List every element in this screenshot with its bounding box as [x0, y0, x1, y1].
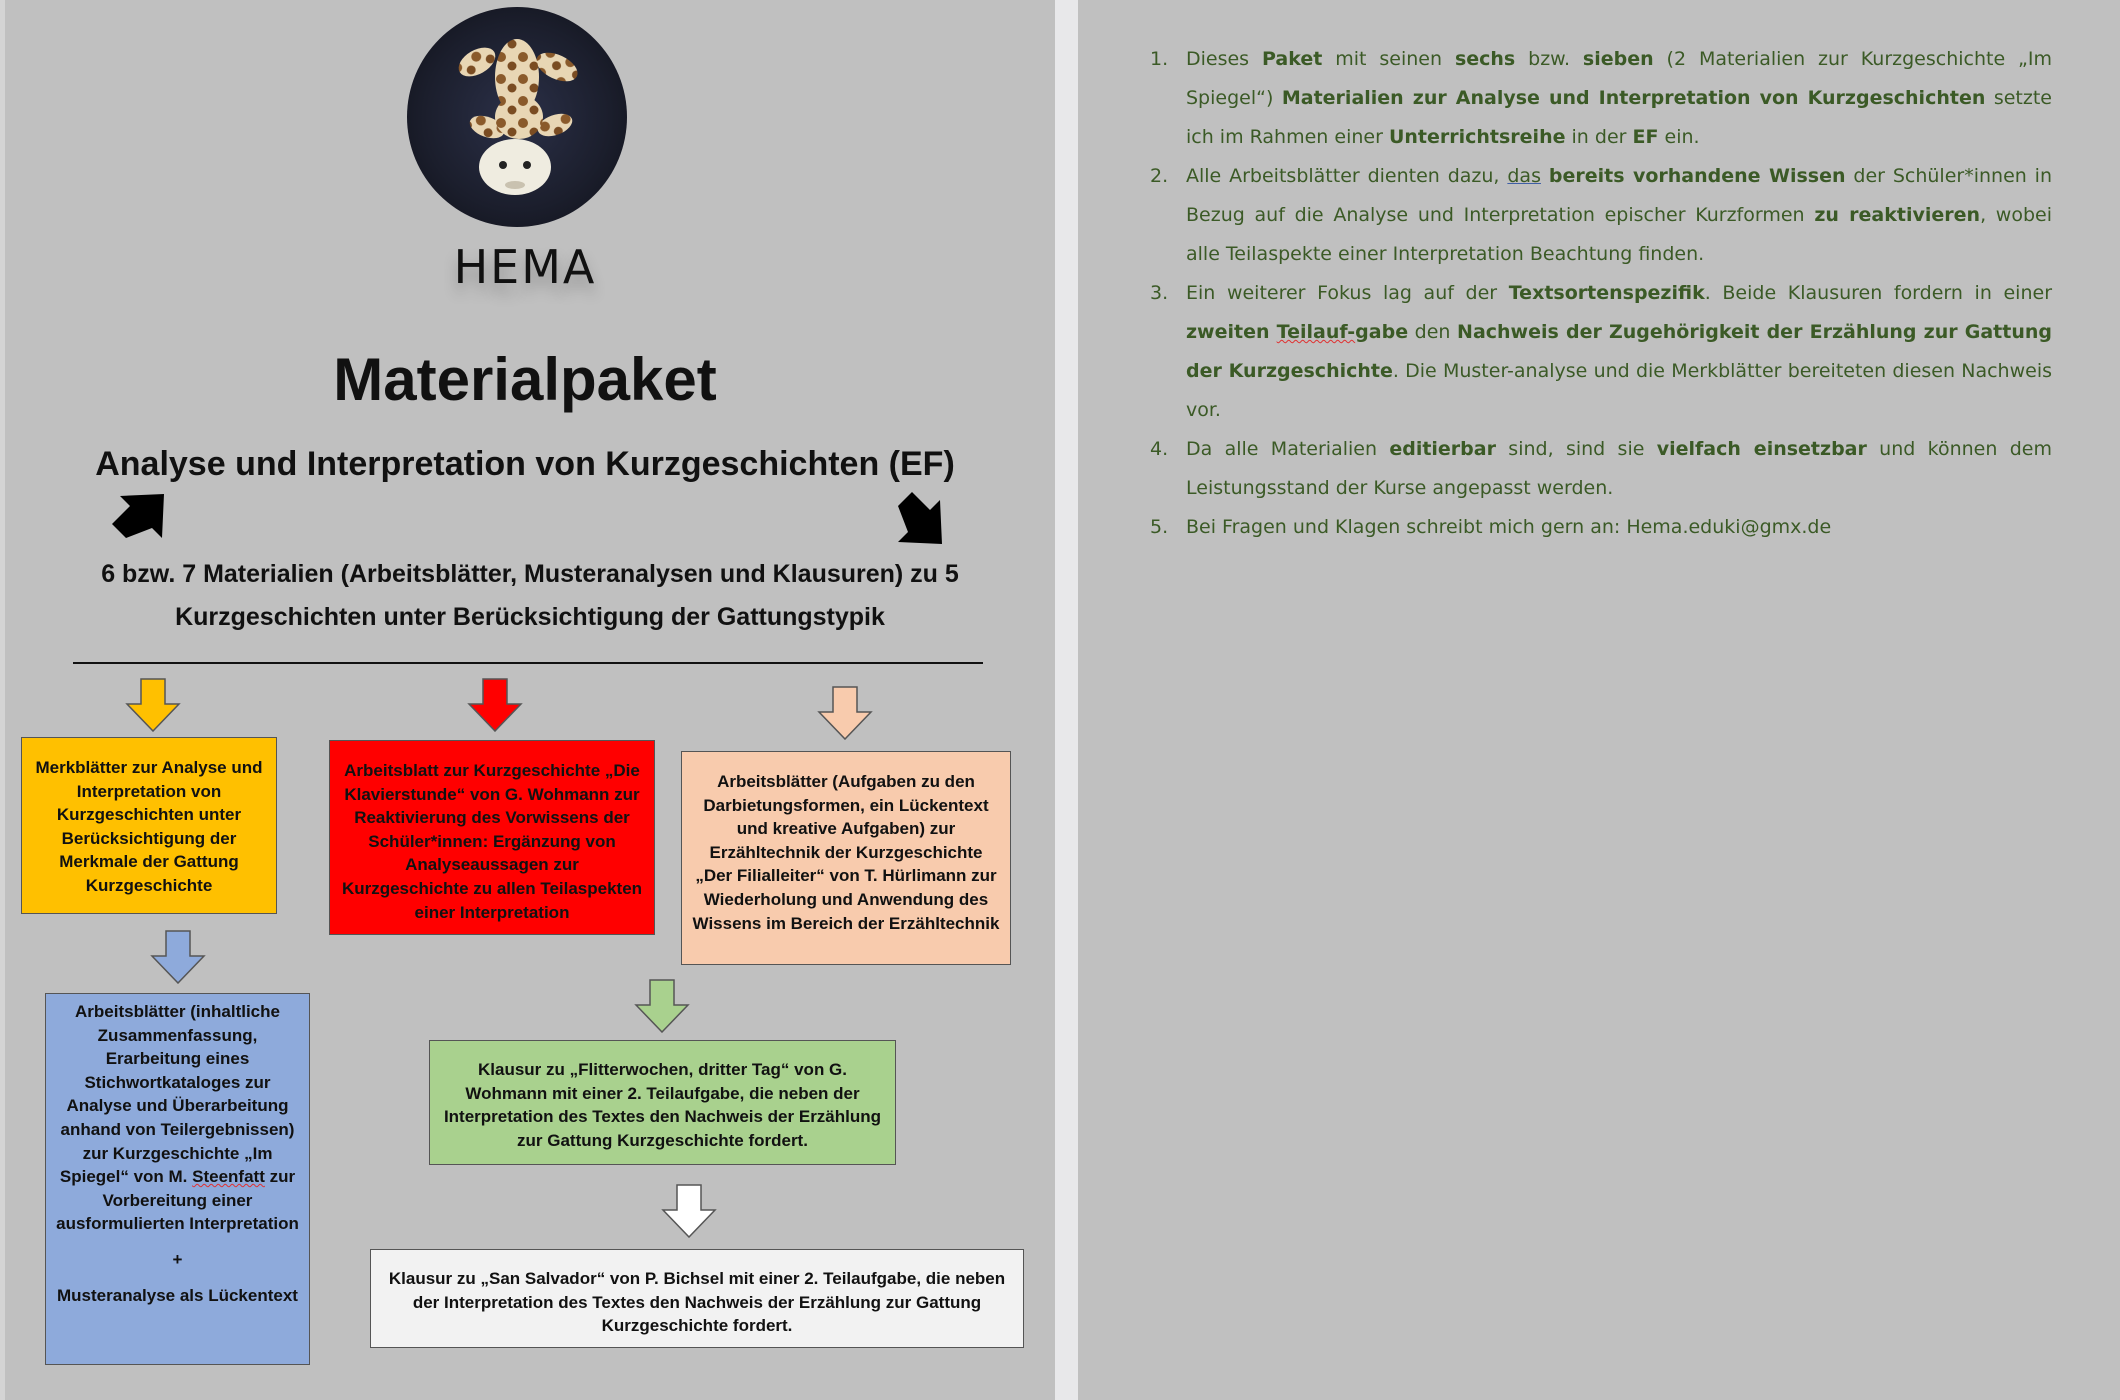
list-text: und können dem Leistungsstand der Kurse angepasst werden. [1186, 438, 2052, 499]
list-bold-text: Materialien zur Analyse und Interpretation von Kurzgeschichten [1281, 87, 1986, 109]
list-text: sind, sind sie [1495, 438, 1657, 460]
list-item [1150, 430, 2052, 508]
list-text: bzw. [1515, 48, 1583, 70]
list-text: . Beide Klausuren fordern in einer [1704, 282, 2053, 304]
logo-text: HEMA [453, 240, 597, 294]
arrow-down-peach-icon [817, 686, 873, 740]
list-number: 3. [1150, 282, 1169, 304]
list-bold-text: Nachweis der Zugehörigkeit der Erzählung zur Gattung der Kurzgeschichte [1186, 321, 2053, 382]
list-text: den [1408, 321, 1458, 343]
list-bold-text: editierbar [1389, 438, 1496, 460]
list-text: ein. [1658, 126, 1700, 148]
box-musteranalyse-text: Musteranalyse als Lückentext [57, 1285, 298, 1305]
box-klavierstunde: Arbeitsblatt zur Kurzgeschichte „Die Klavierstunde“ von G. Wohmann zur Reaktivierung des Vorwissens der Schüler*innen: Ergänzung von Analyseaussagen zur Kurzgeschichte zu allen Teilaspekten einer Interpretation [329, 740, 655, 935]
list-text: in der [1565, 126, 1633, 148]
box-im-spiegel-text-a: Arbeitsblätter (inhaltliche Zusammenfassung, Erarbeitung eines Stichwortkataloges zur Analyse und Überarbeitung anhand von Teilergebnissen) zur Kurzgeschichte „Im Spiegel“ von M. [59, 1002, 295, 1187]
arrow-down-right-icon [892, 490, 948, 546]
list-bold-text: vielfach einsetzbar [1656, 438, 1867, 460]
list-item [1150, 508, 2052, 547]
list-text: mit seinen [1322, 48, 1455, 70]
arrow-down-green-icon [634, 979, 690, 1033]
box-im-spiegel-text-b: zur Vorbereitung einer ausformulierten Interpretation [56, 1167, 299, 1234]
box-merkblaetter: Merkblätter zur Analyse und Interpretation von Kurzgeschichten unter Berücksichtigung der Merkmale der Gattung Kurzgeschichte [21, 737, 277, 914]
list-number: 1. [1150, 48, 1169, 70]
intro-line-1: 6 bzw. 7 Materialien (Arbeitsblätter, Musteranalysen und Klausuren) zu 5 [101, 560, 959, 588]
plus-sign: + [172, 1249, 183, 1269]
list-text: Da alle Materialien [1186, 438, 1390, 460]
arrow-down-white-icon [661, 1184, 717, 1238]
arrow-down-red-icon [467, 678, 523, 732]
list-text: Dieses [1186, 48, 1262, 70]
numbered-list [1150, 40, 2052, 547]
page-subtitle: Analyse und Interpretation von Kurzgeschichten (EF) [95, 445, 955, 483]
list-bold-text: sieben [1582, 48, 1654, 70]
list-item [1150, 157, 2052, 274]
list-number: 2. [1150, 165, 1169, 187]
list-text: . Die Muster-analyse und die Merkblätter bereiteten diesen Nachweis vor. [1186, 360, 2053, 421]
box-im-spiegel [45, 993, 310, 1365]
box-filialleiter: Arbeitsblätter (Aufgaben zu den Darbietungsformen, ein Lückentext und kreative Aufgaben) zur Erzähltechnik der Kurzgeschichte „Der Filialleiter“ von T. Hürlimann zur Wiederholung und Anwendung des Wissens im Bereich der Erzähltechnik [681, 751, 1011, 965]
box-im-spiegel-text [56, 1000, 299, 1236]
list-bold-text: zu reaktivieren [1814, 204, 1981, 226]
list-bold-text: Unterrichtsreihe [1388, 126, 1566, 148]
list-underlined-text: das [1507, 165, 1541, 187]
list-bold-text: Paket [1262, 48, 1323, 70]
list-text-email: Bei Fragen und Klagen schreibt mich gern an: Hema.eduki@gmx.de [1186, 516, 1832, 538]
giraffe-plush-icon [407, 7, 627, 227]
list-item [1150, 40, 2052, 157]
logo-giraffe-image [407, 7, 627, 227]
list-number: 5. [1150, 516, 1169, 538]
intro-text [70, 553, 990, 639]
list-bold-text-spellcheck: Teilauf- [1276, 321, 1356, 343]
list-text: Alle Arbeitsblätter dienten dazu, [1186, 165, 1508, 187]
list-number: 4. [1150, 438, 1169, 460]
box-san-salvador: Klausur zu „San Salvador“ von P. Bichsel mit einer 2. Teilaufgabe, die neben der Interpretation des Textes den Nachweis der Erzählung zur Gattung Kurzgeschichte fordert. [370, 1249, 1024, 1348]
list-text [1541, 165, 1549, 187]
list-bold-text: Textsortenspezifik [1508, 282, 1705, 304]
list-bold-text: bereits vorhandene Wissen [1548, 165, 1846, 187]
list-text: Ein weiterer Fokus lag auf der [1186, 282, 1509, 304]
page-title: Materialpaket [333, 346, 717, 413]
list-bold-text: gabe [1355, 321, 1409, 343]
page-gutter-middle [1055, 0, 1078, 1400]
box-flitterwochen: Klausur zu „Flitterwochen, dritter Tag“ von G. Wohmann mit einer 2. Teilaufgabe, die neben der Interpretation des Textes den Nachweis der Erzählung zur Gattung Kurzgeschichte fordert. [429, 1040, 896, 1165]
list-bold-text: zweiten [1186, 321, 1277, 343]
arrow-down-left-icon [110, 488, 166, 544]
arrow-down-yellow-icon [125, 678, 181, 732]
list-bold-text: EF [1632, 126, 1659, 148]
list-text: , wobei alle Teilaspekte einer Interpretation Beachtung finden. [1186, 204, 2053, 265]
author-name-spellcheck: Steenfatt [192, 1167, 265, 1187]
list-item [1150, 274, 2052, 430]
list-text: der Schüler*innen in Bezug auf die Analyse und Interpretation epischer Kurzformen [1186, 165, 2053, 226]
list-text: (2 Materialien zur Kurzgeschichte „Im Spiegel“) [1186, 48, 2053, 109]
intro-line-2: Kurzgeschichten unter Berücksichtigung der Gattungstypik [175, 603, 885, 631]
list-text: setzte ich im Rahmen einer [1186, 87, 2052, 148]
list-bold-text: sechs [1454, 48, 1516, 70]
arrow-down-blue-icon [150, 930, 206, 984]
divider-line [73, 662, 983, 664]
